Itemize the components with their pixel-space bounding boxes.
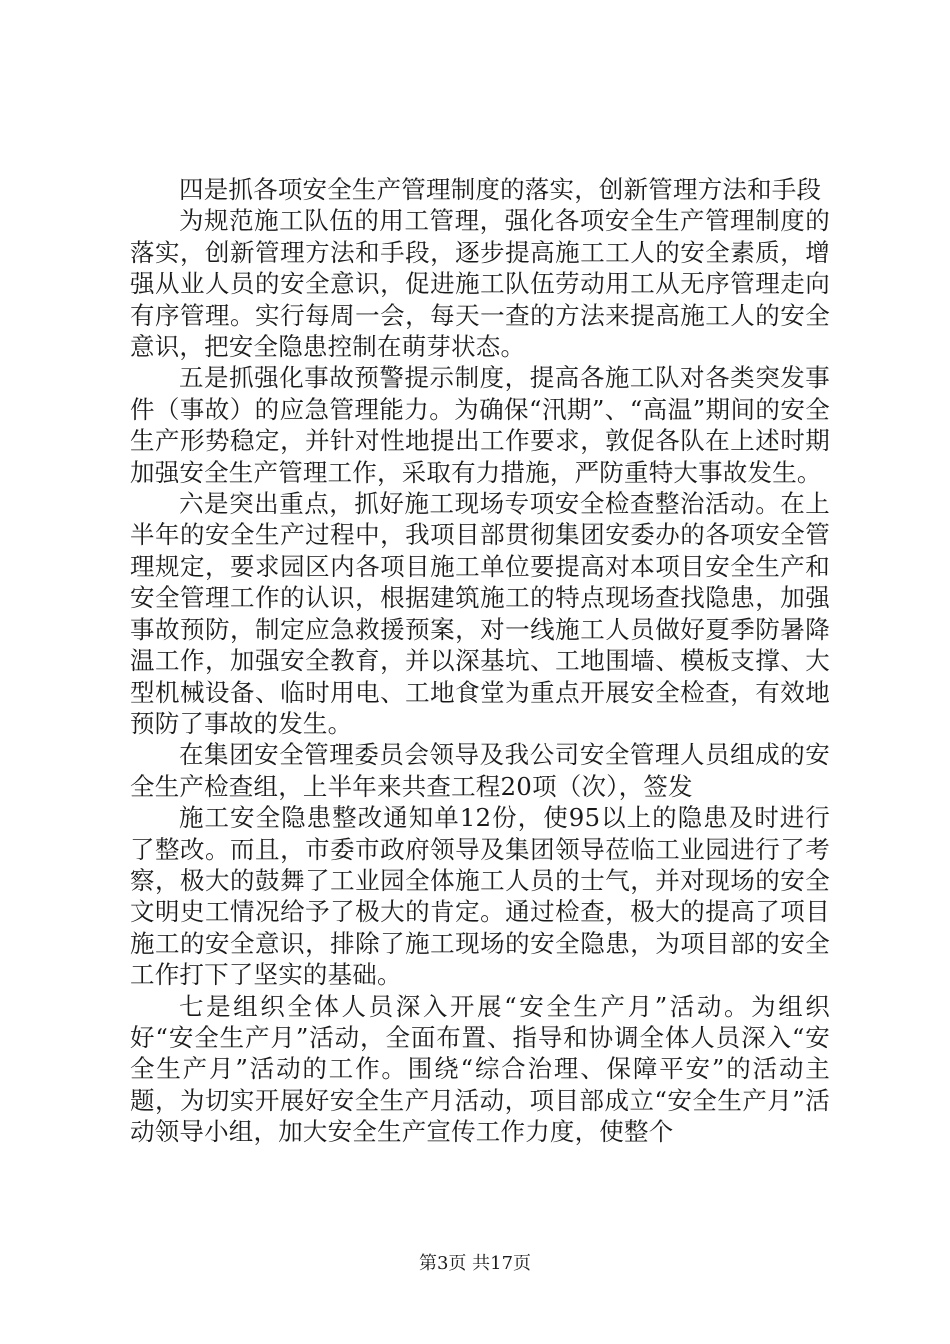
document-body [130, 174, 830, 1148]
page-number-footer: 第3页 共17页 [418, 1253, 532, 1274]
paragraph-section-four-heading: 四是抓各项安全生产管理制度的落实，创新管理方法和手段 [179, 175, 822, 204]
paragraph-section-six: 六是突出重点，抓好施工现场专项安全检查整治活动。在上半年的安全生产过程中，我项目部贯彻集团安委办的各项安全管理规定，要求园区内各项目施工单位要提高对本项目安全生产和安全管理工作的认识，根据建筑施工的特点现场查找隐患，加强事故预防，制定应急救援预案，对一线施工人员做好夏季防暑降温工作，加强安全教育，并以深基坑、工地围墙、模板支撑、大型机械设备、临时用电、工地食堂为重点开展安全检查，有效地预防了事故的发生。 [130, 489, 830, 738]
paragraph-section-five: 五是抓强化事故预警提示制度，提高各施工队对各类突发事件（事故）的应急管理能力。为确保“汛期”、“高温”期间的安全生产形势稳定，并针对性地提出工作要求，敦促各队在上述时期加强安全生产管理工作，采取有力措施，严防重特大事故发生。 [130, 363, 830, 487]
paragraph-inspection-group: 在集团安全管理委员会领导及我公司安全管理人员组成的安全生产检查组，上半年来共查工程20项（次），签发 [130, 740, 830, 801]
paragraph-section-seven: 七是组织全体人员深入开展“安全生产月”活动。为组织好“安全生产月”活动，全面布置、指导和协调全体人员深入“安全生产月”活动的工作。围绕“综合治理、保障平安”的活动主题，为切实开展好安全生产月活动，项目部成立“安全生产月”活动领导小组，加大安全生产宣传工作力度，使整个 [130, 991, 830, 1147]
paragraph-rectification-notices: 施工安全隐患整改通知单12份，使95以上的隐患及时进行了整改。而且，市委市政府领导及集团领导莅临工业园进行了考察，极大的鼓舞了工业园全体施工人员的士气，并对现场的安全文明史工情况给予了极大的肯定。通过检查，极大的提高了项目施工的安全意识，排除了施工现场的安全隐患，为项目部的安全工作打下了坚实的基础。 [130, 803, 830, 990]
paragraph-labor-management: 为规范施工队伍的用工管理，强化各项安全生产管理制度的落实，创新管理方法和手段，逐步提高施工工人的安全素质，增强从业人员的安全意识，促进施工队伍劳动用工从无序管理走向有序管理。实行每周一会，每天一查的方法来提高施工人的安全意识，把安全隐患控制在萌芽状态。 [130, 206, 830, 362]
